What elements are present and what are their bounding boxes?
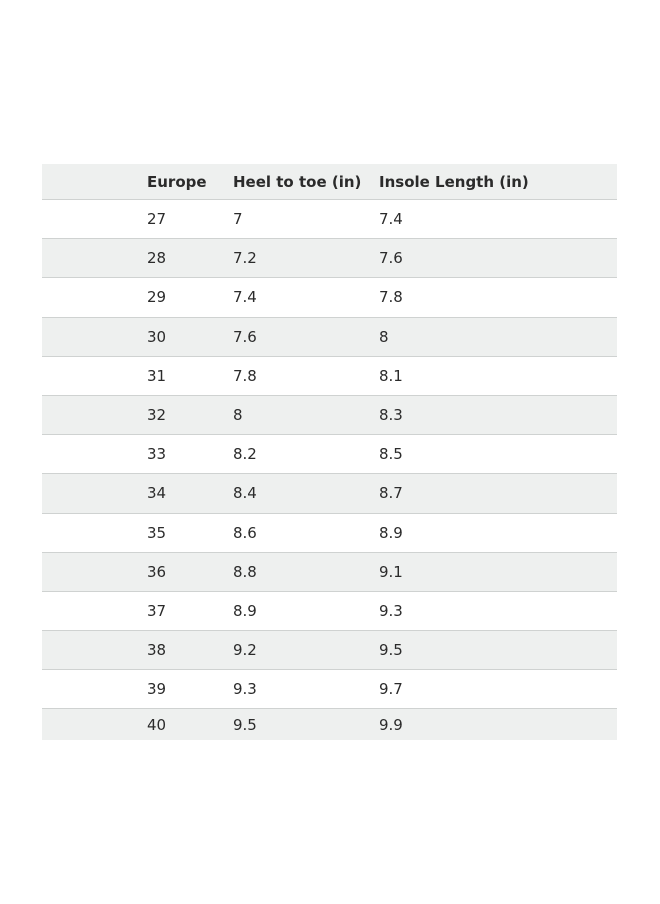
cell-heel-to-toe: 7.4 [233, 288, 257, 307]
cell-insole-length: 8.7 [379, 484, 403, 503]
cell-europe: 30 [147, 327, 167, 346]
table-header-row [42, 164, 617, 199]
cell-heel-to-toe: 9.3 [233, 680, 257, 699]
cell-europe: 40 [147, 715, 167, 734]
cell-heel-to-toe: 9.5 [233, 715, 257, 734]
cell-insole-length: 9.9 [379, 715, 403, 734]
cell-insole-length: 8 [379, 327, 389, 346]
cell-heel-to-toe: 7.6 [233, 327, 257, 346]
cell-insole-length: 8.5 [379, 445, 403, 464]
cell-insole-length: 8.9 [379, 523, 403, 542]
table-row [42, 669, 617, 708]
table-row [42, 591, 617, 630]
cell-insole-length: 8.3 [379, 406, 403, 425]
cell-insole-length: 9.5 [379, 641, 403, 660]
cell-insole-length: 9.1 [379, 562, 403, 581]
cell-europe: 28 [147, 249, 167, 268]
table-row [42, 317, 617, 356]
cell-europe: 36 [147, 562, 167, 581]
header-insole-length: Insole Length (in) [379, 172, 529, 191]
cell-heel-to-toe: 8.2 [233, 445, 257, 464]
table-row [42, 513, 617, 552]
size-chart-table [42, 164, 617, 740]
cell-europe: 39 [147, 680, 167, 699]
header-heel-to-toe: Heel to toe (in) [233, 172, 362, 191]
cell-insole-length: 9.7 [379, 680, 403, 699]
cell-europe: 38 [147, 641, 167, 660]
cell-insole-length: 7.6 [379, 249, 403, 268]
cell-insole-length: 9.3 [379, 601, 403, 620]
cell-heel-to-toe: 7.8 [233, 366, 257, 385]
cell-europe: 33 [147, 445, 167, 464]
table-row [42, 395, 617, 434]
cell-heel-to-toe: 8.9 [233, 601, 257, 620]
cell-europe: 31 [147, 366, 167, 385]
table-body [42, 199, 617, 740]
cell-heel-to-toe: 8 [233, 406, 243, 425]
table-row [42, 552, 617, 591]
cell-insole-length: 7.8 [379, 288, 403, 307]
cell-insole-length: 8.1 [379, 366, 403, 385]
cell-heel-to-toe: 7.2 [233, 249, 257, 268]
cell-europe: 27 [147, 210, 167, 229]
cell-europe: 37 [147, 601, 167, 620]
cell-europe: 29 [147, 288, 167, 307]
table-row [42, 473, 617, 512]
cell-heel-to-toe: 8.4 [233, 484, 257, 503]
table-row [42, 356, 617, 395]
cell-europe: 34 [147, 484, 167, 503]
cell-heel-to-toe: 8.6 [233, 523, 257, 542]
table-row [42, 277, 617, 316]
cell-heel-to-toe: 9.2 [233, 641, 257, 660]
table-row [42, 199, 617, 238]
cell-europe: 35 [147, 523, 167, 542]
cell-europe: 32 [147, 406, 167, 425]
table-row [42, 708, 617, 740]
header-europe: Europe [147, 172, 207, 191]
table-row [42, 434, 617, 473]
table-row [42, 630, 617, 669]
cell-heel-to-toe: 8.8 [233, 562, 257, 581]
table-row [42, 238, 617, 277]
cell-insole-length: 7.4 [379, 210, 403, 229]
cell-heel-to-toe: 7 [233, 210, 243, 229]
